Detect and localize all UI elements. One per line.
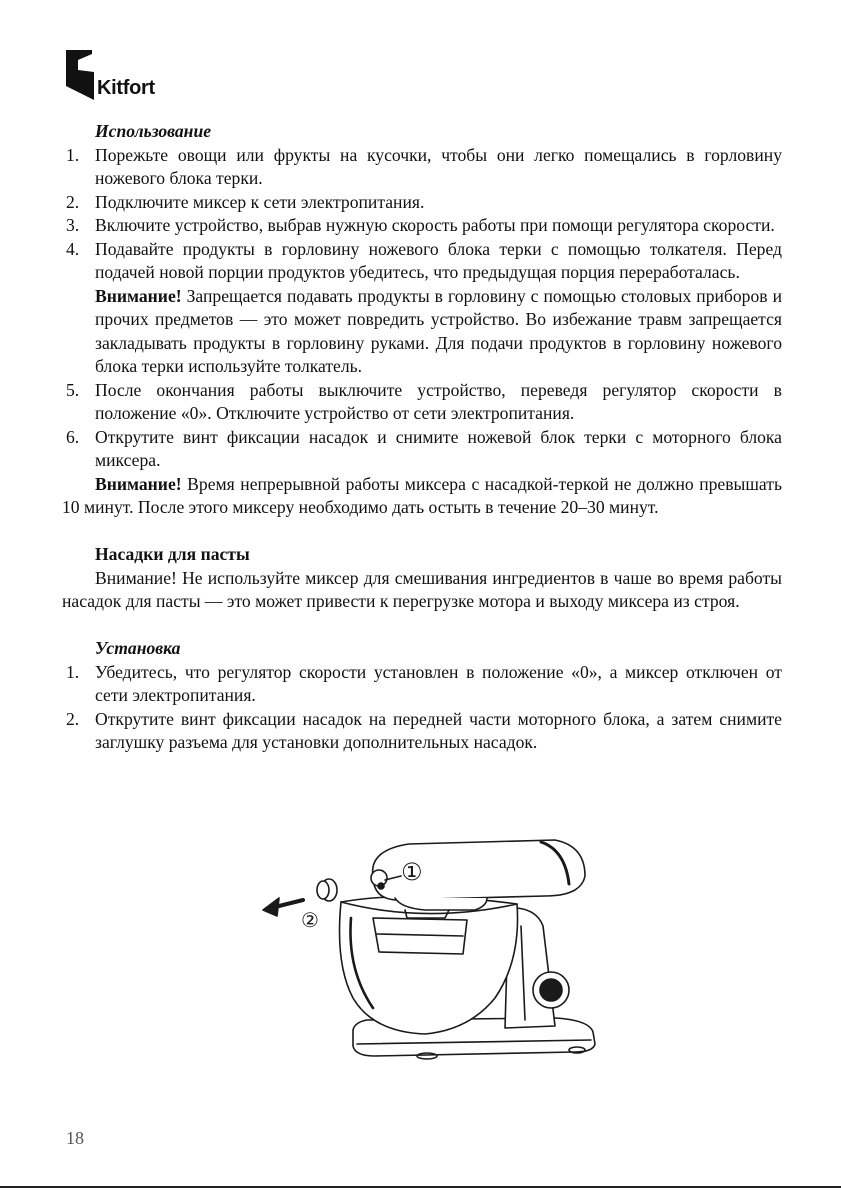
list-item-text: После окончания работы выключите устройство, переведя регулятор скорости в положение «0». Отключите устройство от сети электропитания. — [95, 379, 782, 423]
install-heading: Установка — [95, 638, 181, 658]
usage-heading: Использование — [95, 121, 212, 141]
fixing-screw — [378, 883, 384, 889]
list-item — [62, 661, 782, 708]
page-bottom-rule — [0, 1186, 841, 1188]
list-item — [62, 144, 782, 191]
pasta-heading: Насадки для пасты — [95, 544, 250, 564]
list-item-text: Порежьте овощи или фрукты на кусочки, чтобы они легко помещались в горловину ножевого блока терки. — [95, 144, 782, 188]
list-item — [62, 379, 782, 426]
list-item-number: 4. — [66, 238, 80, 259]
list-item-text: Убедитесь, что регулятор скорости установлен в положение «0», а миксер отключен от сети электропитания. — [95, 661, 782, 705]
callout-2: ② — [301, 908, 319, 932]
warning-text: Время непрерывной работы миксера с насадкой-теркой не должно превышать 10 минут. После этого миксеру необходимо дать остыть в течение 20–30 минут. — [62, 473, 782, 517]
list-item-text: Подключите миксер к сети электропитания. — [95, 191, 425, 212]
list-item-number: 5. — [66, 379, 80, 400]
page-content — [62, 120, 782, 755]
pasta-warning: Внимание! Не используйте миксер для смешивания ингредиентов в чаше во время работы насадок для пасты — это может привести к перегрузке мотора и выходу миксера из строя. — [62, 567, 782, 611]
usage-warning-2 — [62, 473, 782, 520]
list-item-number: 1. — [66, 661, 80, 682]
warning-label: Внимание! — [95, 473, 182, 494]
list-item-number: 3. — [66, 215, 80, 235]
list-item-number: 6. — [66, 426, 80, 447]
section-gap — [62, 614, 782, 638]
list-item-text: Включите устройство, выбрав нужную скорость работы при помощи регулятора скорости. — [95, 215, 775, 235]
cap-plug-icon — [317, 879, 337, 901]
usage-list — [62, 144, 782, 285]
usage-list-continued — [62, 379, 782, 473]
stand-mixer-illustration — [255, 830, 605, 1080]
list-item — [62, 238, 782, 285]
install-list — [62, 661, 782, 755]
list-item-text: Открутите винт фиксации насадок на передней части моторного блока, а затем снимите заглушку разъема для установки дополнительных насадок. — [95, 708, 782, 752]
page-number: 18 — [66, 1128, 84, 1148]
list-item — [62, 214, 782, 238]
callout-1: ① — [401, 858, 423, 886]
brand-name: Kitfort — [97, 77, 155, 99]
list-item-number: 1. — [66, 144, 80, 165]
section-gap — [62, 520, 782, 544]
usage-warning-1 — [62, 285, 782, 379]
list-item-text: Подавайте продукты в горловину ножевого блока терки с помощью толкателя. Перед подачей новой порции продуктов убедитесь, что предыдущая порция переработалась. — [95, 238, 782, 282]
brand-logo — [66, 50, 176, 100]
list-item-number: 2. — [66, 191, 80, 212]
arrow-left-icon — [263, 898, 303, 916]
list-item — [62, 708, 782, 755]
list-item-text: Открутите винт фиксации насадок и снимите ножевой блок терки с моторного блока миксера. — [95, 426, 782, 470]
kitfort-logo-icon — [66, 50, 96, 100]
list-item — [62, 191, 782, 215]
warning-text: Запрещается подавать продукты в горловину с помощью столовых приборов и прочих предметов — это может повредить устройство. Во избежание травм запрещается закладывать продукты в горловину руками. Для подачи продуктов в горловину ножевого блока терки используйте толкатель. — [95, 285, 782, 376]
speed-knob-inner — [540, 979, 562, 1001]
mixer-bowl — [340, 896, 518, 1034]
list-item-number: 2. — [66, 708, 80, 729]
list-item — [62, 426, 782, 473]
warning-label: Внимание! — [95, 285, 182, 306]
